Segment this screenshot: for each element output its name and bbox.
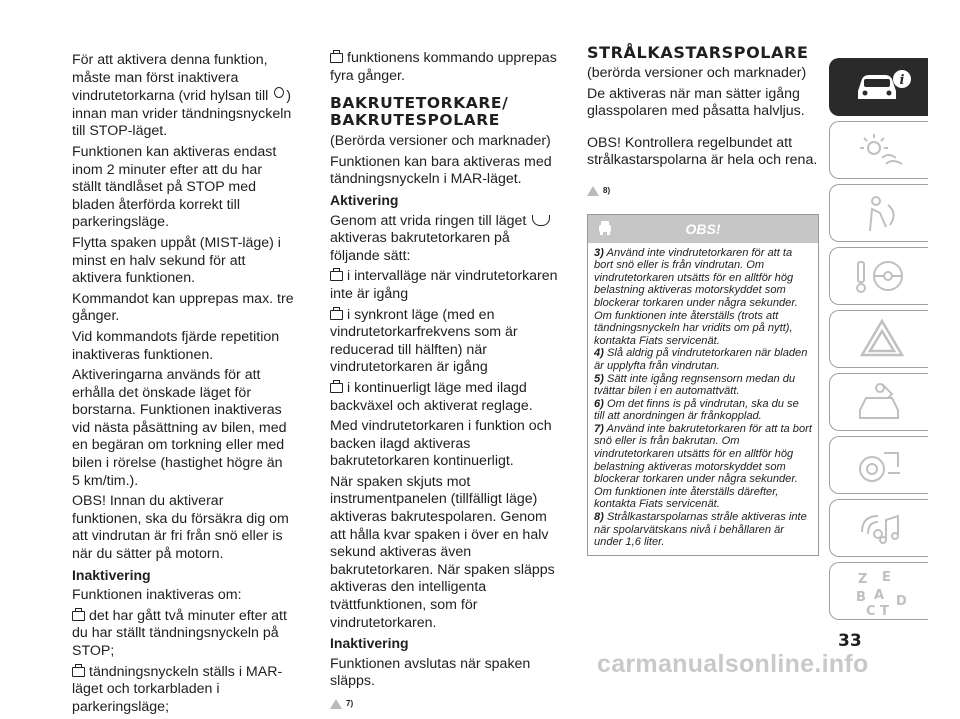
paragraph: Funktionen inaktiveras om: xyxy=(72,587,242,604)
subheading: Aktivering xyxy=(330,191,399,208)
watermark-text: carmanualsonline.info xyxy=(597,650,869,678)
paragraph: När spaken skjuts mot instrumentpanelen (tillfälligt läge) aktiveras bakrutespolaren. Genom att hålla kvar spaken i över en halv sekund aktiveras även bakrutetorkaren. När spaken släpps aktiveras den intelligenta tvättfunktionen, som för vindrutetorkaren. xyxy=(330,473,555,631)
tab-safety[interactable] xyxy=(829,184,928,242)
warning-icon xyxy=(330,699,342,709)
paragraph: Flytta spaken uppåt (MIST-läge) i minst en halv sekund för att aktivera funktionen. xyxy=(72,234,281,287)
svg-text:C: C xyxy=(866,604,876,619)
right-column xyxy=(587,44,819,556)
index-icon xyxy=(852,569,912,619)
tab-index[interactable] xyxy=(829,562,928,620)
paragraph: (Berörda versioner och marknader) xyxy=(330,133,551,150)
paragraph: Aktiveringarna används för att erhålla det önskade läget för borstarna. Funktionen inaktiveras vid nästa påsättning av bilen, med en begäran om torkning eller med bilen i rörelse (hastighet högre än 5 km/tim.). xyxy=(72,367,287,489)
wiper-off-icon xyxy=(274,87,284,98)
tab-dashboard[interactable] xyxy=(829,121,928,179)
paragraph: Funktionen kan aktiveras endast inom 2 minuter efter att du har ställt tändlåset på STOP med bladen återförda korrekt till parkeringsläge. xyxy=(72,143,277,231)
paragraph: För att aktivera denna funktion, måste man först inaktivera vindrutetorkarna (vrid hylsan till ) innan man vrider tändningsnyckeln till STOP-läget. xyxy=(72,52,292,140)
svg-text:A: A xyxy=(874,588,885,603)
bullet-icon xyxy=(330,271,343,281)
bullet-icon xyxy=(330,53,343,63)
tab-maintenance[interactable] xyxy=(829,373,928,431)
wrench-car-icon xyxy=(852,380,912,424)
seat-airbag-icon xyxy=(852,191,912,235)
bullet-item: funktionens kommando upprepas fyra gånger. xyxy=(330,50,557,84)
tab-car-info[interactable] xyxy=(829,58,928,116)
note-item: 8) Strålkastarspolarnas stråle aktiveras inte när spolarvätskans nivå i behållaren är under 1,6 liter. xyxy=(594,511,807,549)
tech-data-icon xyxy=(852,443,912,487)
bullet-item: i kontinuerligt läge med ilagd backväxel och aktiverat reglage. xyxy=(330,379,533,414)
paragraph: (berörda versioner och marknader) xyxy=(587,65,807,81)
note-item: 6) Om det finns is på vindrutan, ska du se till att anordningen är frånkopplad. xyxy=(594,397,799,423)
obs-title: OBS! xyxy=(685,220,721,237)
svg-text:T: T xyxy=(880,604,889,619)
bullet-item: i intervalläge när vindrutetorkaren inte är igång xyxy=(330,268,558,302)
note-item: 4) Slå aldrig på vindrutetorkaren när bladen är upplyfta från vindrutan. xyxy=(594,347,808,372)
bullet-icon xyxy=(72,667,85,677)
svg-text:D: D xyxy=(896,594,907,609)
paragraph: OBS! Innan du aktiverar funktionen, ska du försäkra dig om att vindrutan är fri från snö eller is när du sätter på motorn. xyxy=(72,493,289,563)
paragraph: Funktionen avslutas när spaken släpps. xyxy=(330,655,531,690)
tab-emergency[interactable] xyxy=(829,310,928,368)
subheading: Inaktivering xyxy=(330,635,409,652)
key-steering-icon xyxy=(852,254,912,298)
note-item: 5) Sätt inte igång regnsensorn medan du tvättar bilen i en automattvätt. xyxy=(594,372,796,398)
bullet-icon xyxy=(330,310,343,320)
media-icon xyxy=(852,506,912,550)
paragraph: OBS! Kontrollera regelbundet att strålkastarspolarna är hela och rena. xyxy=(587,134,818,169)
middle-column xyxy=(330,50,560,713)
note-reference: 8) xyxy=(587,182,819,200)
note-reference: 7) xyxy=(330,695,560,713)
obs-header xyxy=(588,215,818,243)
bullet-icon xyxy=(72,611,85,621)
paragraph: Funktionen kan bara aktiveras med tändningsnyckeln i MAR-läget. xyxy=(330,153,552,188)
bullet-item: tändningsnyckeln ställs i MAR-läget och torkarbladen i parkeringsläge; xyxy=(72,663,283,715)
tab-multimedia[interactable] xyxy=(829,499,928,557)
tab-tech-data[interactable] xyxy=(829,436,928,494)
svg-text:B: B xyxy=(856,590,866,605)
paragraph: De aktiveras när man sätter igång glasspolaren med påsatta halvljus. xyxy=(587,85,805,120)
car-info-icon xyxy=(852,65,912,107)
note-item: 7) Använd inte bakrutetorkaren för att ta bort snö eller is från bakrutan. Om vindrutetorkaren utsätts för en alltför hög belastning aktiveras motorskyddet som blockerar torkaren under några sekunder. Om funktionen inte återställs därefter, kontakta Fiats servicenät. xyxy=(594,422,812,511)
rear-wiper-icon xyxy=(532,215,550,226)
bullet-item: i synkront läge (med en vindrutetorkarfrekvens som är reducerad till hälften) när vindrutetorkaren är igång xyxy=(330,306,518,376)
chapter-tabs xyxy=(829,58,929,625)
page-number: 33 xyxy=(838,631,862,651)
svg-text:i: i xyxy=(899,73,905,88)
dashboard-light-icon xyxy=(852,128,912,172)
bullet-icon xyxy=(330,383,343,393)
note-item: 3) Använd inte vindrutetorkaren för att ta bort snö eller is från vindrutan. Om vindrutetorkaren utsätts för en alltför hög belastning aktiveras motorskyddet som blockerar torkaren under några sekunder. Om funktionen inte återställs (trots att tändningsnyckeln har vridits om på nytt), kontakta Fiats servicenät. xyxy=(594,246,798,347)
warning-icon xyxy=(587,186,599,196)
section-title: BAKRUTETORKARE/ BAKRUTESPOLARE xyxy=(330,94,509,130)
left-column xyxy=(72,52,294,719)
subheading: Inaktivering xyxy=(72,566,151,583)
tab-starting[interactable] xyxy=(829,247,928,305)
section-title: STRÅLKASTARSPOLARE xyxy=(587,43,809,62)
paragraph: Genom att vrida ringen till läget aktiveras bakrutetorkaren på följande sätt: xyxy=(330,213,560,266)
obs-note-box xyxy=(587,214,819,556)
svg-text:Z: Z xyxy=(858,572,868,587)
bullet-item: det har gått två minuter efter att du har ställt tändningsnyckeln på STOP; xyxy=(72,607,287,659)
obs-notes xyxy=(588,243,818,555)
paragraph: Med vindrutetorkaren i funktion och backen ilagd aktiveras bakrutetorkaren kontinuerligt. xyxy=(330,418,552,470)
paragraph: Kommandot kan upprepas max. tre gånger. xyxy=(72,290,294,325)
svg-text:E: E xyxy=(882,570,891,585)
warning-triangle-icon xyxy=(852,317,912,361)
paragraph: Vid kommandots fjärde repetition inaktiveras funktionen. xyxy=(72,328,280,363)
